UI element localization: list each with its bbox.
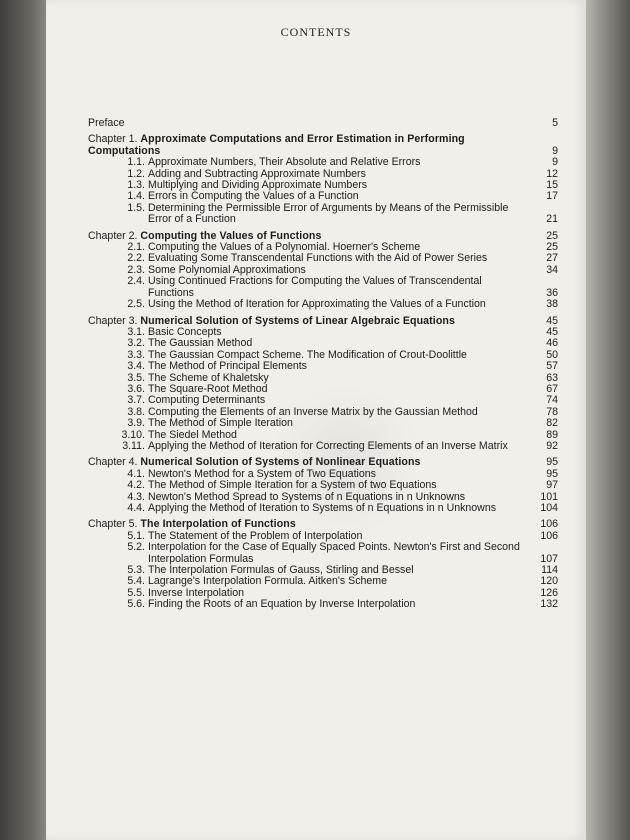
chapter-page: 106 [540, 518, 558, 531]
section-number: 3.9. [127, 417, 145, 430]
section-page: 114 [541, 564, 558, 577]
toc-entry-preface [88, 118, 558, 129]
toc-section [88, 203, 558, 226]
chapter-label: Chapter 5. [88, 518, 138, 531]
toc-section [88, 299, 558, 310]
section-title: The Method of Principal Elements [148, 360, 307, 373]
section-page: 27 [546, 252, 558, 265]
section-number: 4.4. [127, 502, 145, 514]
section-number: 2.3. [127, 263, 145, 276]
section-body [117, 503, 530, 514]
section-title: Using the Method of Iteration for Approximating the Values of a Function [148, 298, 486, 311]
toc-section [88, 361, 558, 372]
section-body [117, 203, 530, 226]
toc-section [88, 441, 558, 452]
section-number: 1.1. [127, 156, 145, 169]
section-title: Determining the Permissible Error of Arguments by Means of the Permissible Error of a Function [148, 201, 509, 226]
chapter-label: Chapter 3. [88, 314, 138, 327]
section-page: 126 [540, 586, 558, 599]
section-page: 92 [546, 439, 558, 452]
section-number: 4.2. [127, 479, 145, 492]
chapter-title: Numerical Solution of Systems of Linear Algebraic Equations [140, 314, 455, 327]
chapter-label: Chapter 1. [88, 133, 138, 146]
section-page: 50 [546, 348, 558, 361]
toc-section [88, 503, 558, 514]
section-body [117, 338, 530, 349]
section-number: 3.4. [127, 360, 145, 373]
section-title: Applying the Method of Iteration to Systems of n Equations in n Unknowns [148, 502, 497, 514]
section-title: Applying the Method of Iteration for Correcting Elements of an Inverse Matrix [148, 439, 508, 452]
section-page: 46 [546, 337, 558, 350]
chapter-title: Approximate Computations and Error Estimation in Performing Computations [88, 133, 465, 157]
book-spine [0, 0, 46, 840]
section-page: 107 [540, 552, 558, 565]
section-page: 97 [546, 479, 558, 492]
toc-section [88, 157, 558, 168]
section-page: 12 [546, 167, 558, 180]
section-page: 74 [546, 394, 558, 407]
section-body [117, 276, 530, 299]
section-page: 63 [546, 371, 558, 384]
section-body [117, 441, 530, 452]
section-page: 132 [540, 598, 558, 611]
book-page [46, 0, 586, 840]
section-page: 106 [540, 529, 558, 542]
section-page: 67 [546, 382, 558, 395]
section-number: 4.3. [127, 490, 145, 503]
section-title: Approximate Numbers, Their Absolute and Relative Errors [148, 156, 421, 169]
section-number: 5.1. [127, 529, 145, 542]
section-page: 120 [540, 575, 558, 588]
page-edge [586, 0, 630, 840]
toc-section [88, 480, 558, 491]
toc-section [88, 276, 558, 299]
section-page: 15 [546, 179, 558, 192]
section-title: The Scheme of Khaletsky [148, 371, 269, 384]
toc-chapter [88, 134, 558, 157]
chapter-page: 25 [546, 229, 558, 242]
section-body [117, 542, 530, 565]
section-page: 104 [540, 502, 558, 514]
section-number: 5.5. [127, 586, 145, 599]
section-title: Computing Determinants [148, 394, 266, 407]
chapter-title: Numerical Solution of Systems of Nonlinear Equations [140, 456, 421, 469]
chapter-page: 45 [546, 314, 558, 327]
section-page: 25 [546, 241, 558, 254]
section-page: 38 [546, 298, 558, 311]
section-title: The Siedel Method [148, 428, 237, 441]
table-of-contents [88, 118, 558, 611]
section-page: 78 [546, 405, 558, 418]
section-page: 21 [546, 213, 558, 226]
section-body [117, 299, 530, 310]
section-number: 3.11. [122, 439, 145, 452]
section-number: 5.4. [127, 575, 145, 588]
section-title: Computing the Values of a Polynomial. Hoerner's Scheme [148, 241, 421, 254]
section-title: Basic Concepts [148, 325, 222, 338]
toc-section [88, 338, 558, 349]
section-title: Newton's Method for a System of Two Equations [148, 467, 376, 480]
entry-page: 5 [552, 117, 558, 129]
section-title: The Method of Simple Iteration [148, 417, 293, 430]
entry-title: Preface [88, 117, 125, 129]
section-page: 36 [546, 286, 558, 299]
section-number: 1.4. [127, 190, 145, 203]
section-number: 3.6. [127, 382, 145, 395]
section-title: Some Polynomial Approximations [148, 263, 306, 276]
section-page: 95 [546, 467, 558, 480]
section-title: Inverse Interpolation [148, 586, 244, 599]
section-number: 2.1. [127, 241, 145, 254]
section-number: 1.3. [127, 179, 145, 192]
chapter-label: Chapter 2. [88, 229, 138, 242]
section-number: 2.2. [127, 252, 145, 265]
section-page: 57 [546, 360, 558, 373]
section-number: 5.2. [127, 541, 145, 554]
section-body [117, 418, 530, 429]
section-number: 3.5. [127, 371, 145, 384]
section-title: The Method of Simple Iteration for a System of two Equations [148, 479, 437, 492]
chapter-title: The Interpolation of Functions [140, 518, 296, 531]
section-page: 17 [546, 190, 558, 203]
section-number: 2.5. [127, 298, 145, 311]
section-body [117, 157, 530, 168]
chapter-page: 95 [546, 456, 558, 469]
page-heading: CONTENTS [280, 25, 352, 39]
toc-section [88, 542, 558, 565]
section-title: Multiplying and Dividing Approximate Numbers [148, 179, 368, 192]
section-number: 1.5. [127, 201, 145, 214]
section-title: Using Continued Fractions for Computing the Values of Transcendental Functions [148, 275, 482, 299]
section-number: 3.1. [127, 325, 145, 338]
section-title: Interpolation for the Case of Equally Spaced Points. Newton's First and Second Interpolation Formulas [148, 541, 520, 565]
chapter-title: Computing the Values of Functions [140, 229, 322, 242]
section-body [117, 599, 530, 610]
section-title: Lagrange's Interpolation Formula. Aitken's Scheme [148, 575, 388, 588]
section-number: 1.2. [127, 167, 145, 180]
section-page: 34 [546, 263, 558, 276]
section-title: Finding the Roots of an Equation by Inverse Interpolation [148, 598, 416, 611]
section-title: The Gaussian Method [148, 337, 253, 350]
section-title: Newton's Method Spread to Systems of n Equations in n Unknowns [148, 490, 466, 503]
toc-section [88, 418, 558, 429]
section-title: The Statement of the Problem of Interpolation [148, 529, 363, 542]
section-number: 5.6. [127, 598, 145, 611]
section-title: Adding and Subtracting Approximate Numbers [148, 167, 366, 180]
section-page: 101 [540, 490, 558, 503]
section-number: 3.7. [127, 394, 145, 407]
section-number: 5.3. [127, 564, 145, 577]
section-title: The Gaussian Compact Scheme. The Modification of Crout-Doolittle [148, 348, 467, 361]
section-title: Errors in Computing the Values of a Function [148, 190, 359, 203]
toc-section [88, 599, 558, 610]
chapter-page: 9 [552, 144, 558, 157]
section-title: Evaluating Some Transcendental Functions with the Aid of Power Series [148, 252, 488, 265]
section-number: 3.8. [127, 405, 145, 418]
section-body [117, 361, 530, 372]
chapter-label: Chapter 4. [88, 456, 138, 469]
section-number: 3.2. [127, 337, 145, 350]
chapter-heading [88, 134, 530, 157]
section-title: The Interpolation Formulas of Gauss, Stirling and Bessel [148, 564, 414, 577]
section-title: Computing the Elements of an Inverse Matrix by the Gaussian Method [148, 405, 478, 418]
section-page: 89 [546, 428, 558, 441]
section-title: The Square-Root Method [148, 382, 268, 395]
section-page: 9 [552, 156, 558, 169]
section-number: 4.1. [127, 467, 145, 480]
section-page: 82 [546, 417, 558, 430]
section-page: 45 [546, 325, 558, 338]
section-number: 2.4. [127, 275, 145, 288]
section-body [117, 480, 530, 491]
section-number: 3.10. [121, 428, 145, 441]
section-number: 3.3. [127, 348, 145, 361]
